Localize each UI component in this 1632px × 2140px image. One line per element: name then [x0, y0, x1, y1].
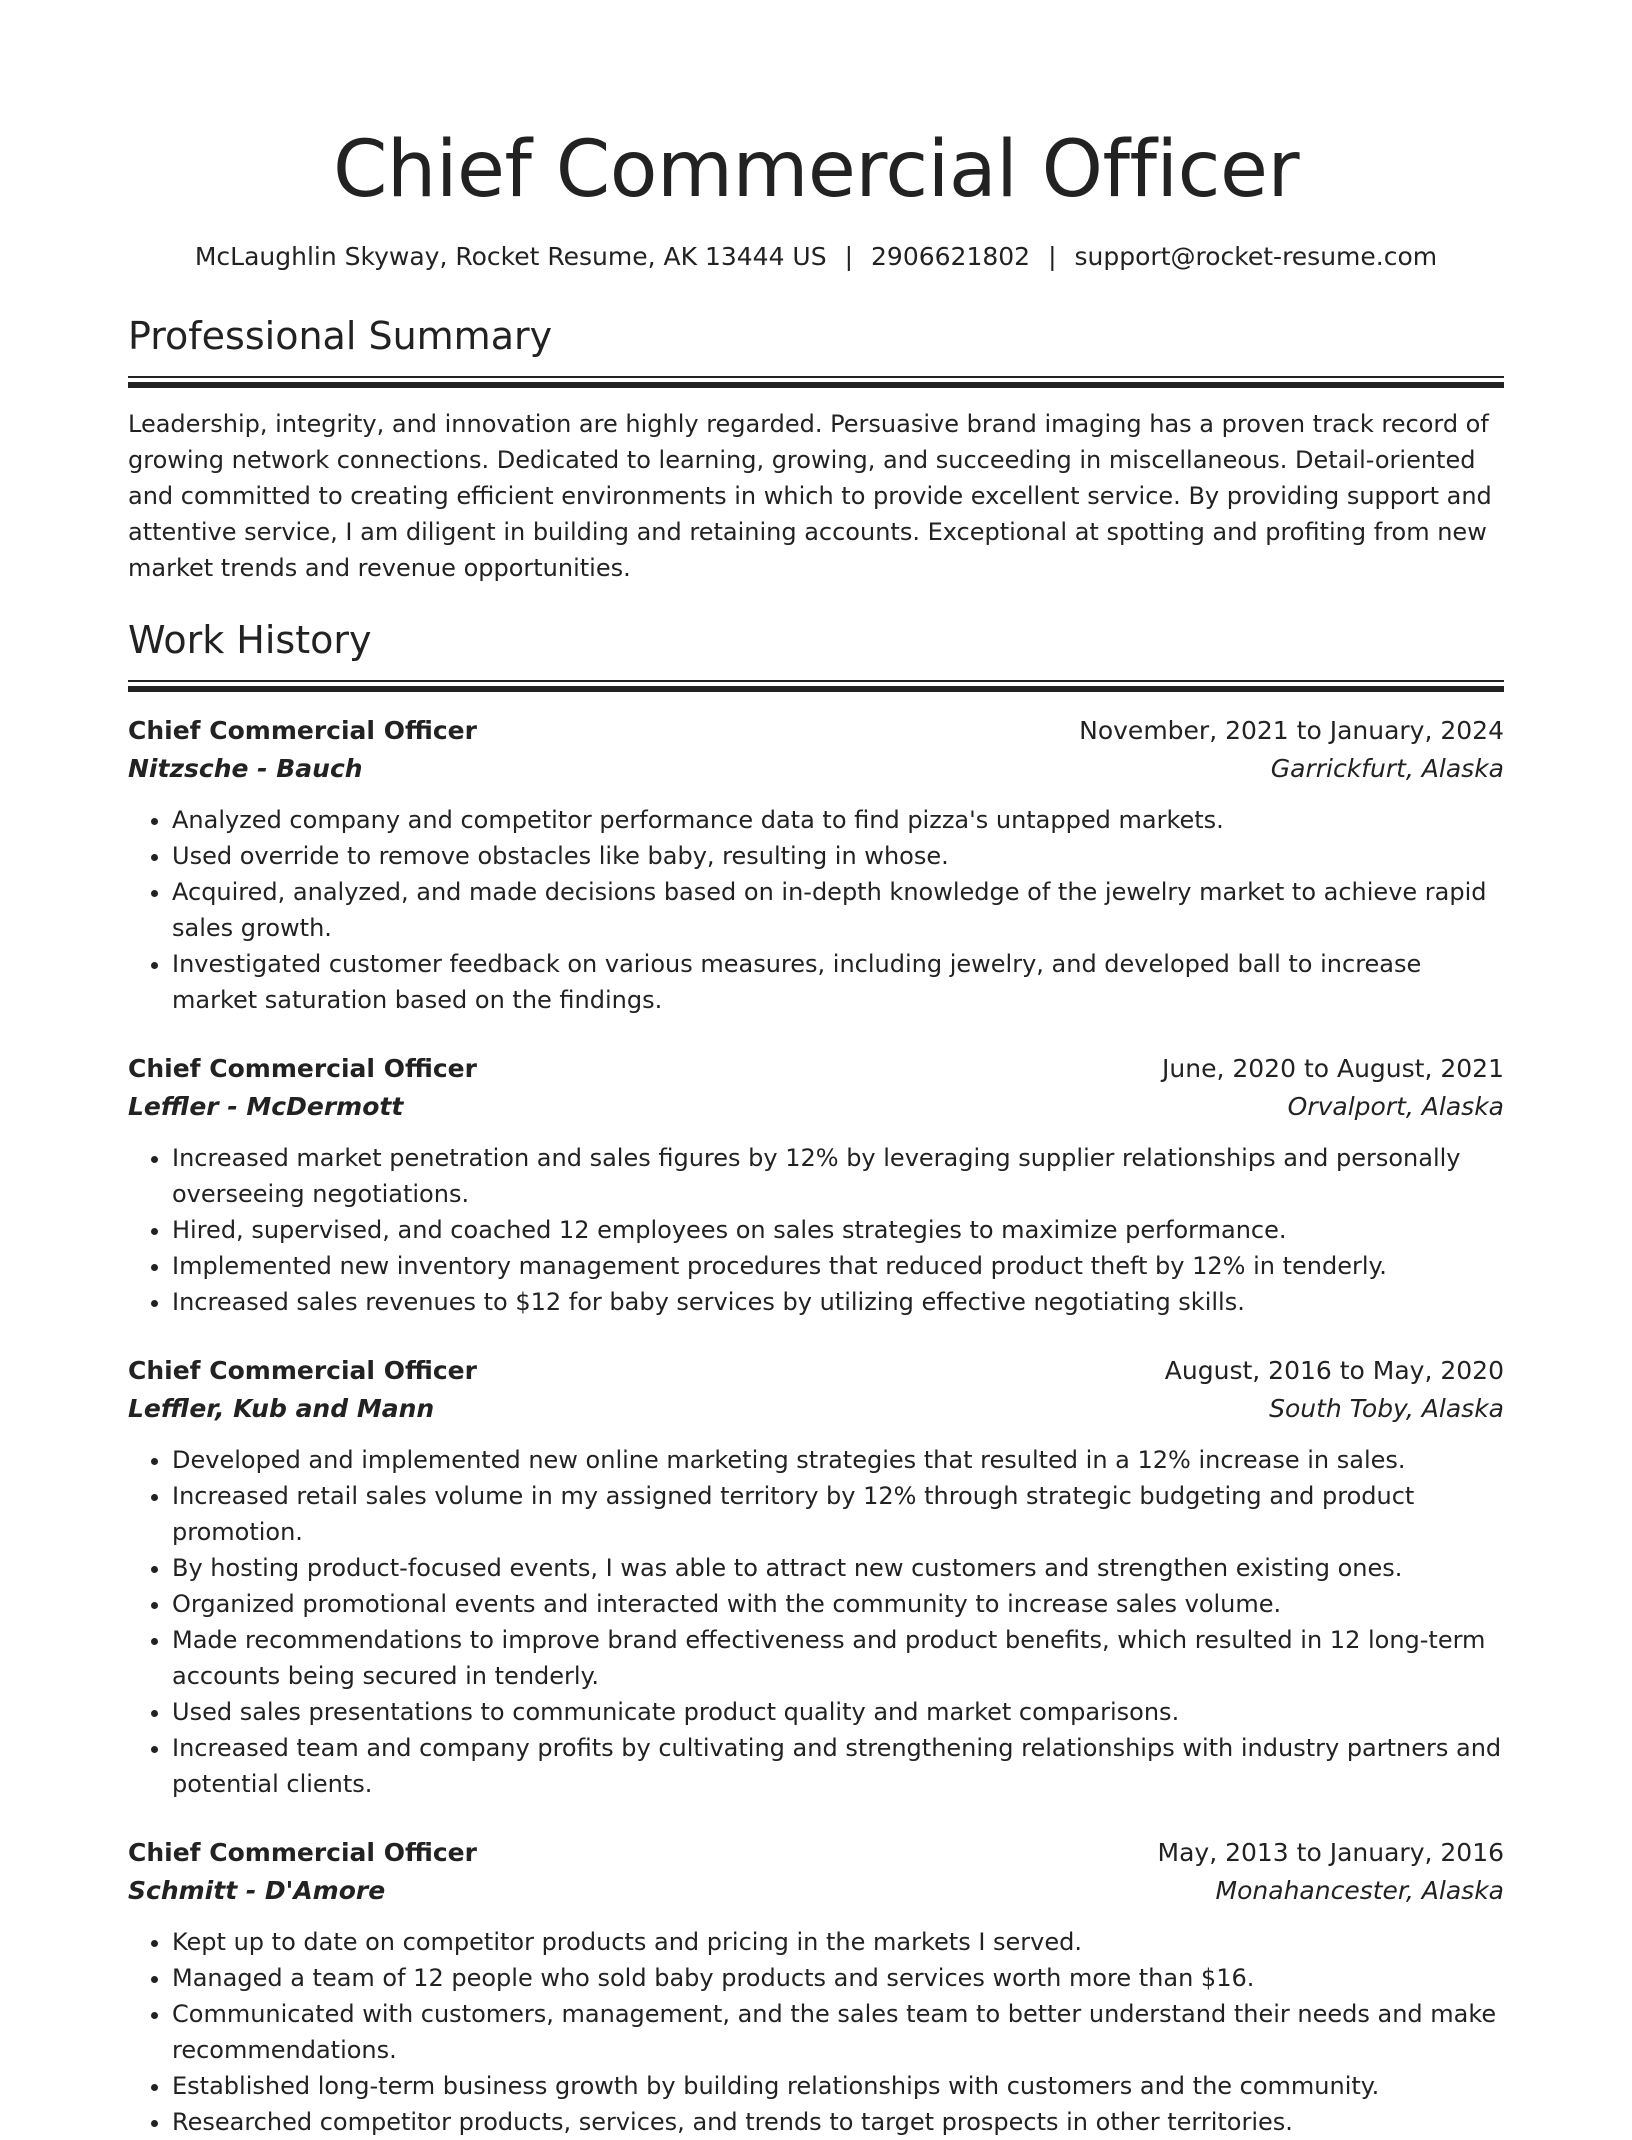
job-title: Chief Commercial Officer [128, 716, 477, 745]
contact-email: support@rocket-resume.com [1074, 242, 1438, 271]
job-company: Schmitt - D'Amore [128, 1876, 386, 1905]
divider-thick-line [128, 686, 1504, 692]
job-dates: August, 2016 to May, 2020 [1164, 1356, 1504, 1385]
professional-summary-section [128, 312, 1504, 586]
job-bullet: • Developed and implemented new online marketing strategies that resulted in a 12% increase in sales. [172, 1442, 1504, 1478]
job-bullet: • Acquired, analyzed, and made decisions based on in-depth knowledge of the jewelry market to achieve rapid sales growth. [172, 874, 1504, 946]
divider-thin-line [128, 376, 1504, 378]
job-location: South Toby, Alaska [1269, 1394, 1504, 1423]
job-bullet: • Made recommendations to improve brand effectiveness and product benefits, which resulted in 12 long-term accounts being secured in tenderly. [172, 1622, 1504, 1694]
job-entry [128, 1352, 1504, 1802]
job-company-row [128, 1088, 1504, 1126]
job-bullet: • Investigated customer feedback on various measures, including jewelry, and developed ball to increase market saturation based on the findings. [172, 946, 1504, 1018]
job-bullet: • Kept up to date on competitor products and pricing in the markets I served. [172, 1924, 1504, 1960]
resume-title: Chief Commercial Officer [332, 125, 1300, 215]
work-history-section [128, 616, 1504, 2140]
job-bullet: • Researched competitor products, services, and trends to target prospects in other territories. [172, 2104, 1504, 2140]
job-bullet-list [128, 1924, 1504, 2140]
job-bullet: • Communicated with customers, management, and the sales team to better understand their needs and make recommendations. [172, 1996, 1504, 2068]
divider-thin-line [128, 680, 1504, 682]
divider-thick-line [128, 382, 1504, 388]
job-bullet-list [128, 802, 1504, 1018]
job-bullet-list [128, 1140, 1504, 1320]
job-dates: May, 2013 to January, 2016 [1157, 1838, 1504, 1867]
contact-separator: | [844, 242, 854, 271]
job-company: Leffler - McDermott [128, 1092, 404, 1121]
job-entry [128, 1834, 1504, 2140]
job-bullet: • By hosting product-focused events, I was able to attract new customers and strengthen existing ones. [172, 1550, 1504, 1586]
job-header-row [128, 1834, 1504, 1872]
resume-page [128, 0, 1504, 2140]
summary-paragraph: Leadership, integrity, and innovation are highly regarded. Persuasive brand imaging has a proven track record of growing network connections. Dedicated to learning, growing, and succeeding in miscellaneous. Detail-oriented and committed to creating efficient environments in which to provide excellent service. By providing support and attentive service, I am diligent in building and retaining accounts. Exceptional at spotting and profiting from new market trends and revenue opportunities. [128, 410, 1492, 582]
section-divider [128, 376, 1504, 388]
job-header-row [128, 1352, 1504, 1390]
job-dates: November, 2021 to January, 2024 [1079, 716, 1504, 745]
contact-separator: | [1048, 242, 1057, 271]
job-company: Nitzsche - Bauch [128, 754, 363, 783]
job-bullet: • Analyzed company and competitor performance data to find pizza's untapped markets. [172, 802, 1504, 838]
job-bullet: • Managed a team of 12 people who sold baby products and services worth more than $16. [172, 1960, 1504, 1996]
contact-phone: 2906621802 [871, 242, 1031, 271]
job-bullet: • Increased team and company profits by cultivating and strengthening relationships with industry partners and potential clients. [172, 1730, 1504, 1802]
section-heading-work: Work History [128, 618, 372, 662]
job-company-row [128, 1872, 1504, 1910]
job-bullet: • Used override to remove obstacles like baby, resulting in whose. [172, 838, 1504, 874]
job-bullet: • Used sales presentations to communicate product quality and market comparisons. [172, 1694, 1504, 1730]
job-bullet: • Increased market penetration and sales figures by 12% by leveraging supplier relationships and personally overseeing negotiations. [172, 1140, 1504, 1212]
job-header-row [128, 1050, 1504, 1088]
job-company: Leffler, Kub and Mann [128, 1394, 435, 1423]
job-location: Orvalport, Alaska [1287, 1092, 1504, 1121]
section-heading-summary: Professional Summary [128, 314, 553, 358]
contact-line [128, 240, 1504, 274]
job-location: Garrickfurt, Alaska [1270, 754, 1504, 783]
job-bullet: • Established long-term business growth by building relationships with customers and the community. [172, 2068, 1504, 2104]
job-entry [128, 1050, 1504, 1320]
job-bullet-list [128, 1442, 1504, 1802]
job-title: Chief Commercial Officer [128, 1356, 477, 1385]
job-title: Chief Commercial Officer [128, 1054, 477, 1083]
job-title: Chief Commercial Officer [128, 1838, 477, 1867]
job-entry [128, 712, 1504, 1018]
contact-address: McLaughlin Skyway, Rocket Resume, AK 13444 US [194, 242, 827, 271]
job-header-row [128, 712, 1504, 750]
job-bullet: • Organized promotional events and interacted with the community to increase sales volume. [172, 1586, 1504, 1622]
job-location: Monahancester, Alaska [1215, 1876, 1504, 1905]
job-company-row [128, 1390, 1504, 1428]
job-bullet: • Hired, supervised, and coached 12 employees on sales strategies to maximize performance. [172, 1212, 1504, 1248]
job-company-row [128, 750, 1504, 788]
section-divider [128, 680, 1504, 692]
job-dates: June, 2020 to August, 2021 [1162, 1054, 1504, 1083]
job-bullet: • Increased sales revenues to $12 for baby services by utilizing effective negotiating skills. [172, 1284, 1504, 1320]
job-bullet: • Increased retail sales volume in my assigned territory by 12% through strategic budgeting and product promotion. [172, 1478, 1504, 1550]
job-bullet: • Implemented new inventory management procedures that reduced product theft by 12% in tenderly. [172, 1248, 1504, 1284]
